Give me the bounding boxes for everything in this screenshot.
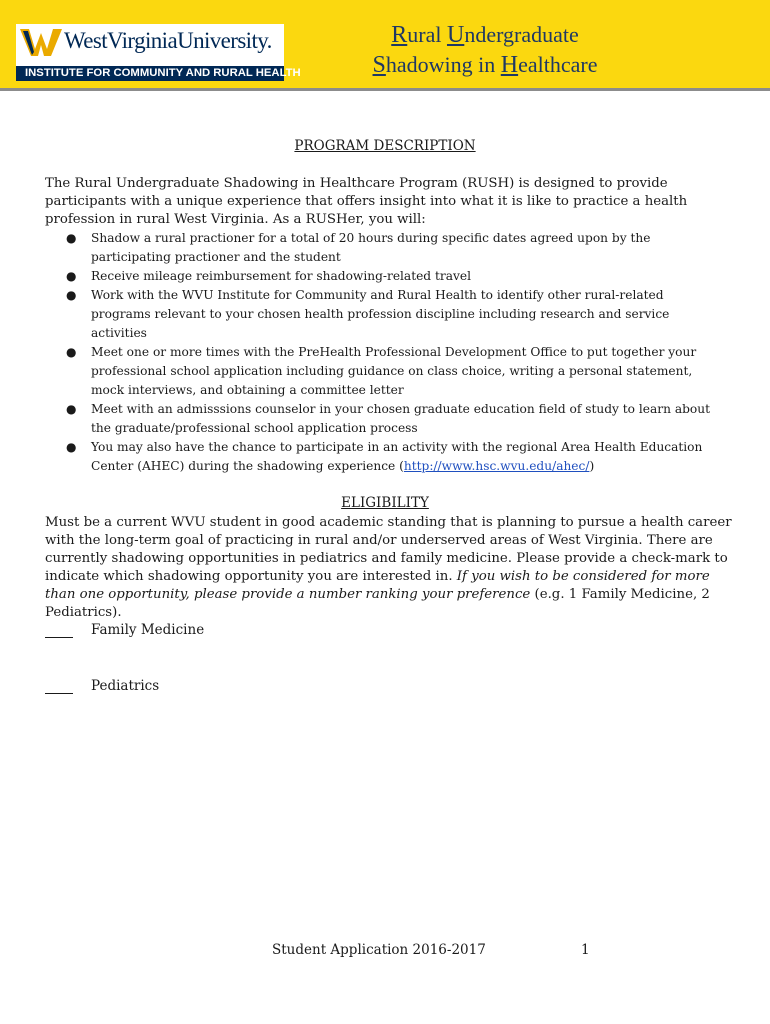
- list-item: [45, 267, 725, 286]
- bullet-icon: ●: [66, 440, 77, 454]
- wvu-logo: [16, 24, 284, 66]
- footer-label: Student Application 2016-2017: [272, 942, 486, 958]
- title-initial: R: [391, 22, 408, 48]
- title-initial: S: [372, 52, 386, 78]
- title-initial: H: [500, 52, 519, 78]
- logo-subtitle: INSTITUTE FOR COMMUNITY AND RURAL HEALTH: [16, 66, 284, 81]
- eligibility-italic-note: If you wish to be considered for more than one opportunity, please provide a number ranking your preference: [45, 569, 710, 602]
- logo-wordmark: WestVirginiaUniversity.: [64, 28, 272, 53]
- option-family-medicine: [45, 622, 204, 638]
- list-item-text: ): [589, 459, 595, 473]
- program-intro: The Rural Undergraduate Shadowing in Healthcare Program (RUSH) is designed to provide participants with a unique experience that offers insight into what it is like to practice a health profession in rural West Virginia. As a RUSHer, you will:: [45, 176, 688, 227]
- list-item-text: Shadow a rural practioner for a total of 20 hours during specific dates agreed upon by the participating practioner and the student: [91, 231, 651, 264]
- list-item: [45, 438, 725, 476]
- title-word: ural: [407, 22, 442, 47]
- header-divider: [0, 88, 770, 91]
- list-item-text: You may also have the chance to participate in an activity with the regional Area Health Education Center (AHEC) during the shadowing experience (: [91, 440, 703, 473]
- eligibility-example: (e.g. 1 Family Medicine, 2 Pediatrics).: [45, 587, 710, 620]
- pediatrics-blank[interactable]: [45, 679, 73, 694]
- title-word: ealthcare: [518, 52, 598, 77]
- eligibility-text: [45, 514, 735, 622]
- wvu-flying-wv-icon: [20, 27, 62, 57]
- program-benefits-list: [45, 229, 725, 476]
- list-item-text: Meet one or more times with the PreHealth Professional Development Office to put together your professional school application including guidance on class choice, writing a personal statement, mock interviews, and obtaining a committee letter: [91, 345, 697, 397]
- ahec-link[interactable]: http://www.hsc.wvu.edu/ahec/: [403, 459, 590, 473]
- option-label: Pediatrics: [91, 678, 160, 694]
- list-item-text: Work with the WVU Institute for Community and Rural Health to identify other rural-related programs relevant to your chosen health profession discipline including research and service activities: [91, 288, 670, 340]
- list-item-text: Meet with an admisssions counselor in your chosen graduate education field of study to learn about the graduate/professional school application process: [91, 402, 710, 435]
- program-description-heading: PROGRAM DESCRIPTION: [294, 138, 476, 154]
- title-word: hadowing in: [385, 52, 496, 77]
- title-initial: U: [446, 22, 465, 48]
- list-item: [45, 229, 725, 267]
- document-title-line-2: [300, 52, 670, 79]
- document-title-line-1: [300, 22, 670, 49]
- list-item: [45, 343, 725, 400]
- bullet-icon: ●: [66, 269, 77, 283]
- option-label: Family Medicine: [91, 622, 205, 638]
- bullet-icon: ●: [66, 288, 77, 302]
- eligibility-body: Must be a current WVU student in good academic standing that is planning to pursue a health career with the long-term goal of practicing in rural and/or underserved areas of West Virginia. There are currently shadowing opportunities in pediatrics and family medicine. Please provide a check-mark to indicate which shadowing opportunity you are interested in.: [45, 515, 732, 584]
- title-word: ndergraduate: [464, 22, 579, 47]
- list-item: [45, 286, 725, 343]
- bullet-icon: ●: [66, 402, 77, 416]
- family-medicine-blank[interactable]: [45, 623, 73, 638]
- page-number: 1: [581, 942, 590, 958]
- eligibility-heading: ELIGIBILITY: [341, 495, 429, 511]
- list-item-text: Receive mileage reimbursement for shadowing-related travel: [91, 269, 471, 283]
- bullet-icon: ●: [66, 345, 77, 359]
- list-item: [45, 400, 725, 438]
- bullet-icon: ●: [66, 231, 77, 245]
- option-pediatrics: [45, 678, 159, 694]
